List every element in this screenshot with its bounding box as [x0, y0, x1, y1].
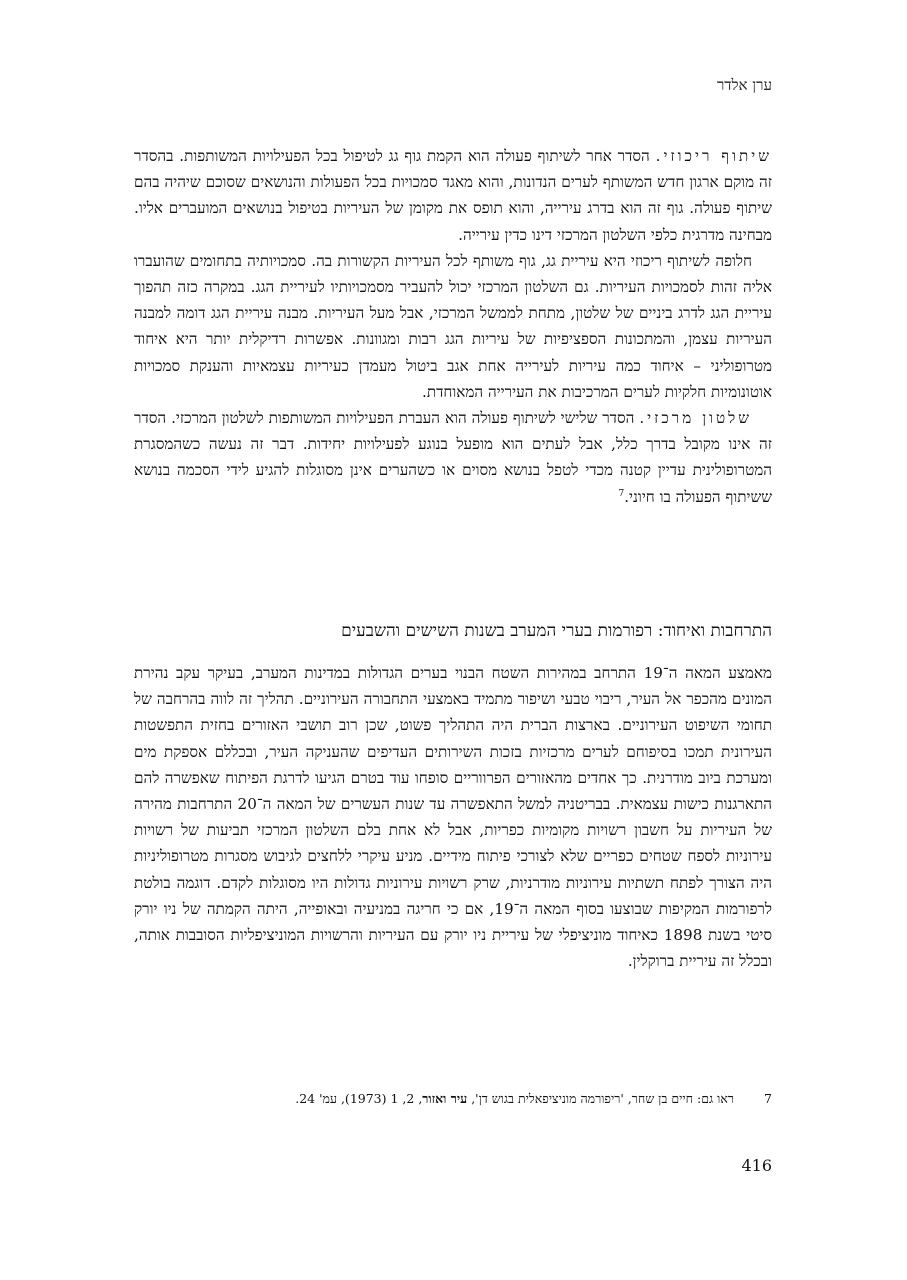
footnote-text: ראו גם: חיים בן שחר, 'ריפורמה מוניציפאלית בגוש דן',	[471, 1091, 734, 1106]
footnote-journal-title: עיר ואזור	[422, 1091, 468, 1106]
paragraph-text: הסדר שלישי לשיתוף פעולה הוא העברת הפעילויות המשותפות לשלטון המרכזי. הסדר זה אינו מקובל בדרך כלל, אבל לעתים הוא מופעל בנוגע לפעילויות יחידות. דבר זה נעשה כשהמסגרת המטרופולינית עדיין קטנה מכדי לטפל בנושא מסוים או כשהערים אינן מסוגלות להגיע לידי הסכמה בנושא ששיתוף הפעולה בו חיוני.	[134, 409, 772, 506]
running-head: ערן אלדר	[716, 76, 772, 94]
body-text-main	[134, 660, 772, 974]
paragraph-text: הסדר אחר לשיתוף פעולה הוא הקמת גוף גג לטיפול בכל הפעילויות המשותפות. בהסדר זה מוקם ארגון חדש המשותף לערים הנדונות, והוא מאגד סמכויות בכל הפעולות והנושאים שסוכם שיהיה בהם שיתוף פעולה. גוף זה הוא בדרג עירייה, והוא תופס את מקומן של העיריות בטיפול בנושאים המועברים אליו. מבחינה מדרגית כלפי השלטון המרכזי דינו כדין עירייה.	[134, 147, 772, 244]
paragraph-centralized-cooperation	[134, 143, 772, 248]
footnote-citation: , 2, 1 (1973), עמ' 24.	[295, 1091, 423, 1106]
footnote-reference: 7	[618, 488, 625, 499]
footnote-number: 7	[764, 1091, 772, 1106]
paragraph-lead: שיתוף ריכוזי.	[655, 147, 772, 165]
body-text-top	[134, 143, 772, 510]
paragraph-lead: שלטון מרכזי.	[639, 409, 752, 428]
paragraph-expansion: מאמצע המאה ה־19 התרחב במהירות השטח הבנוי בערים הגדולות במדינות המערב, בעיקר עקב נהירת המונים מהכפר אל העיר, ריבוי טבעי ושיפור מתמיד באמצעי התחבורה העירוניים. תהליך זה לווה בהרחבה של תחומי השיפוט העירוניים. בארצות הברית היה התהליך פשוט, שכן רוב תושבי האזורים בחזית התפשטות העירונית תמכו בסיפוחם לערים מרכזיות בזכות השירותים העדיפים שהעניקה העיר, ובכללם אספקת מים ומערכת ביוב מודרנית. כך אחדים מהאזורים הפרווריים סופחו עוד בטרם הגיעו לדרגת הפיתוח שאפשרה להם התארגנות כישות עצמאית. בבריטניה למשל התאפשרה עד שנות העשרים של המאה ה־20 התרחבות מהירה של העיריות על חשבון רשויות מקומיות כפריות, אבל לא אחת בלם השלטון המרכזי תביעות של רשויות עירוניות לספח שטחים כפריים שלא לצורכי פיתוח מידיים. מניע עיקרי ללחצים לגיבוש מסגרות מטרופוליניות היה הצורך לפתח תשתיות עירוניות מודרניות, שרק רשויות עירוניות גדולות היו מסוגלות לקדם. דוגמה בולטת לרפורמות המקיפות שבוצעו בסוף המאה ה־19, אם כי חריגה במניעיה ובאופייה, היתה הקמתה של ניו יורק סיטי בשנת 1898 כאיחוד מוניציפלי של עיריית ניו יורק עם העיריות והרשויות המוניציפליות הסובבות אותה, ובכלל זה עיריית ברוקלין.	[134, 664, 773, 971]
paragraph-umbrella-municipality	[134, 248, 772, 405]
section-heading: התרחבות ואיחוד: רפורמות בערי המערב בשנות השישים והשבעים	[341, 621, 772, 641]
footnote	[134, 1090, 772, 1108]
paragraph-central-government	[134, 405, 772, 510]
paragraph-text: חלופה לשיתוף ריכוזי היא עיריית גג, גוף משותף לכל העיריות הקשורות בה. סמכויותיה בתחומים שהועברו אליה זהות לסמכויות העיריות. גם השלטון המרכזי יכול להעביר מסמכויותיו לעיריית הגג. במקרה כזה תהפוך עיריית הגג לדרג ביניים של שלטון, מתחת לממשל המרכזי, אבל מעל העיריות. מבנה עיריית הגג דומה למבנה העיריות עצמן, והמתכונות הספציפיות של עיריות הגג רבות ומגוונות. אפשרות רדיקלית יותר היא איחוד מטרופוליני – איחוד כמה עיריות לעירייה אחת אגב ביטול מעמדן כעיריות עצמאיות והענקת סמכויות אוטונומיות חלקיות לערים המרכיבות את העירייה המאוחדת.	[134, 251, 772, 401]
page-number: 416	[741, 1156, 772, 1175]
